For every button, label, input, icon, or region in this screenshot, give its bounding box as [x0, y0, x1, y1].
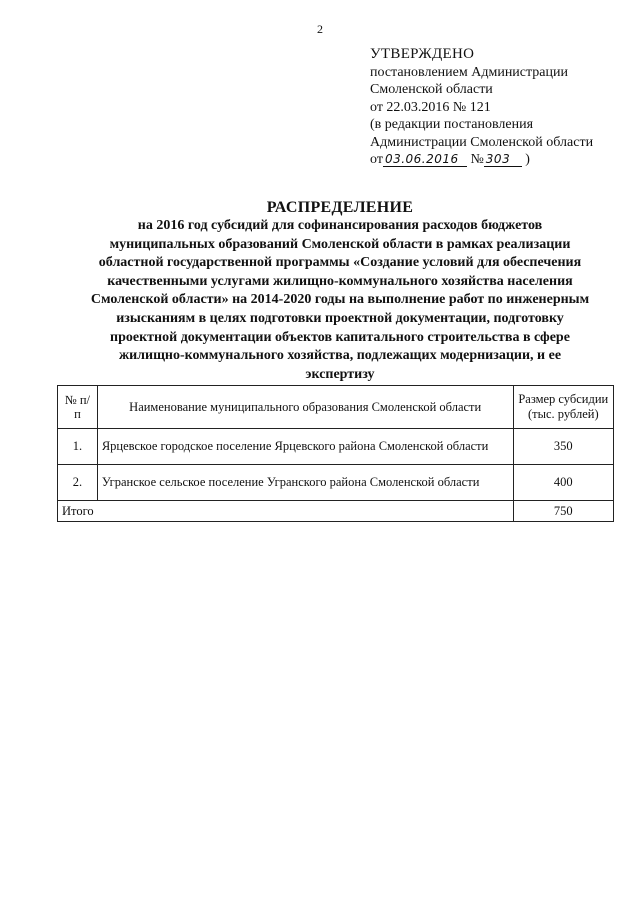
subtitle-line: на 2016 год субсидий для софинансирования расходов бюджетов: [137, 218, 543, 233]
subtitle-line: муниципальных образований Смоленской области в рамках реализации: [109, 236, 571, 252]
approval-line: УТВЕРЖДЕНО: [370, 46, 475, 62]
row-name: Ярцевское городское поселение Ярцевского района Смоленской области: [97, 429, 513, 465]
approval-line: (в редакции постановления: [370, 117, 534, 132]
amendment-number-sign: №: [470, 152, 484, 167]
subtitle-line: качественными услугами жилищно-коммунального хозяйства населения: [107, 273, 573, 289]
subtitle-line: областной государственной программы «Создание условий для обеспечения: [98, 255, 582, 271]
header-num: № п/п: [58, 386, 98, 429]
total-label: Итого: [58, 501, 514, 522]
amendment-line: [370, 151, 632, 169]
subtitle-line: Смоленской области» на 2014-2020 годы на выполнение работ по инженерным: [90, 292, 590, 308]
subtitle-line: проектной документации объектов капитального строительства в сфере: [110, 329, 570, 345]
row-amount: 400: [513, 465, 613, 501]
table-total-row: [58, 501, 614, 522]
subsidy-table: [57, 385, 614, 522]
table-row: [58, 465, 614, 501]
subtitle-line: экспертизу: [305, 366, 375, 382]
header-name: Наименование муниципального образования Смоленской области: [97, 386, 513, 429]
row-name: Угранское сельское поселение Угранского района Смоленской области: [97, 465, 513, 501]
row-num: 2.: [58, 465, 98, 501]
total-amount: 750: [513, 501, 613, 522]
subtitle-line: изысканиям в целях подготовки проектной документации, подготовку: [116, 310, 564, 326]
table-header-row: [58, 386, 614, 429]
document-heading: [40, 198, 640, 384]
approval-line: от 22.03.2016 № 121: [370, 99, 491, 115]
amendment-suffix: ): [525, 152, 530, 167]
document-title: РАСПРЕДЕЛЕНИЕ: [266, 199, 414, 216]
page-number: 2: [317, 22, 323, 36]
approval-line: Администрации Смоленской области: [370, 134, 594, 150]
approval-line: Смоленской области: [370, 82, 493, 97]
subtitle-line: жилищно-коммунального хозяйства, подлежащих модернизации, и ее: [118, 348, 562, 364]
row-num: 1.: [58, 429, 98, 465]
row-amount: 350: [513, 429, 613, 465]
amendment-date-handwritten: 03.06.2016: [383, 153, 467, 167]
amendment-prefix: от: [370, 152, 383, 167]
approval-stamp: [370, 46, 632, 169]
header-amount: Размер субсидии (тыс. рублей): [513, 386, 613, 429]
table-row: [58, 429, 614, 465]
approval-line: постановлением Администрации: [370, 64, 568, 80]
amendment-number-handwritten: 303: [484, 153, 522, 167]
document-subtitle: [40, 217, 640, 384]
